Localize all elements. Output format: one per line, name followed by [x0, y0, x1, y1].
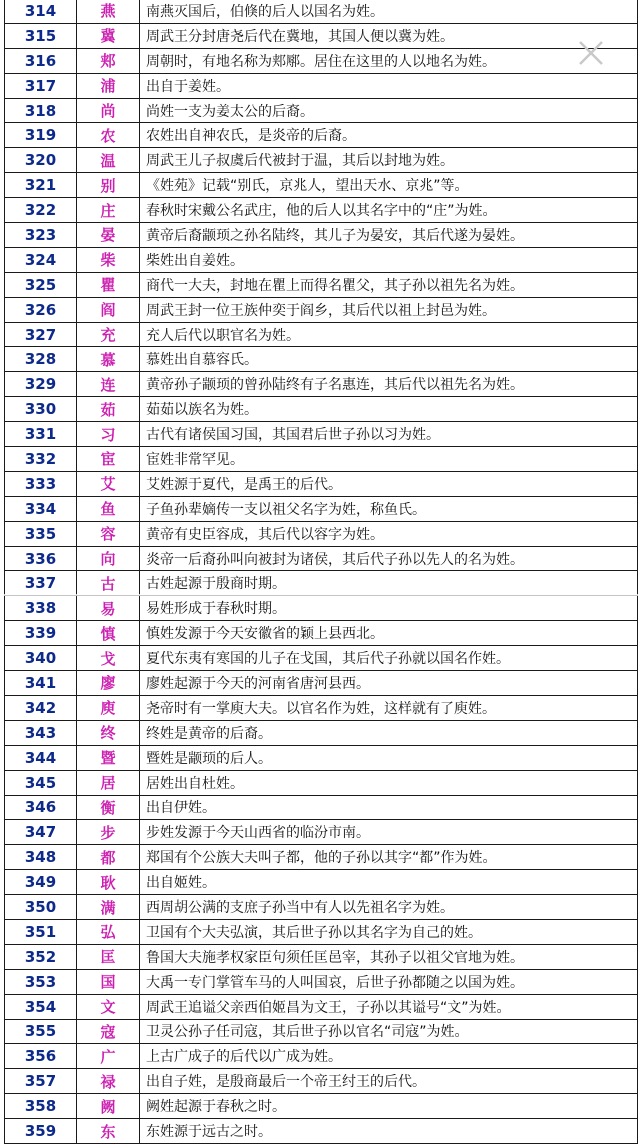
table-row [5, 845, 638, 870]
surname-number: 323 [5, 223, 77, 248]
surname-origin: 古代有诸侯国习国，其国君后世子孙以习为姓。 [140, 422, 638, 447]
table-row [5, 447, 638, 472]
table-row [5, 347, 638, 372]
table-row [5, 1019, 638, 1044]
surname-character: 易 [77, 596, 140, 621]
table-row [5, 422, 638, 447]
table-row [5, 671, 638, 696]
table-row [5, 123, 638, 148]
surname-number: 333 [5, 471, 77, 496]
surname-character: 步 [77, 820, 140, 845]
surname-origin: 郑国有个公族大夫叫子都，他的子孙以其字“都”作为姓。 [140, 845, 638, 870]
table-row [5, 745, 638, 770]
table-row [5, 571, 638, 596]
surname-origin: 《姓苑》记载“别氏，京兆人，望出天水、京兆”等。 [140, 173, 638, 198]
table-row [5, 173, 638, 198]
surname-number: 318 [5, 98, 77, 123]
table-row [5, 596, 638, 621]
surname-number: 341 [5, 671, 77, 696]
table-row [5, 272, 638, 297]
table-row [5, 198, 638, 223]
surname-character: 向 [77, 546, 140, 571]
table-row [5, 148, 638, 173]
table-body [5, 0, 638, 1143]
surname-character: 阙 [77, 1094, 140, 1119]
surname-character: 国 [77, 969, 140, 994]
surname-character: 充 [77, 322, 140, 347]
surname-character: 阎 [77, 297, 140, 322]
table-row [5, 98, 638, 123]
table-row [5, 73, 638, 98]
surname-character: 习 [77, 422, 140, 447]
surname-character: 晏 [77, 223, 140, 248]
surname-character: 鱼 [77, 496, 140, 521]
surname-number: 315 [5, 23, 77, 48]
surname-number: 317 [5, 73, 77, 98]
surname-character: 禄 [77, 1069, 140, 1094]
surname-origin: 出自姬姓。 [140, 870, 638, 895]
table-row [5, 471, 638, 496]
surname-origin: 黄帝后裔颛顼之孙名陆终，其儿子为晏安，其后代遂为晏姓。 [140, 223, 638, 248]
surname-origin: 出自伊姓。 [140, 795, 638, 820]
table-row [5, 48, 638, 73]
surname-character: 庄 [77, 198, 140, 223]
table-row [5, 223, 638, 248]
surname-character: 连 [77, 372, 140, 397]
surname-origin: 西周胡公满的支庶子孙当中有人以先祖名字为姓。 [140, 895, 638, 920]
surname-origin: 慕姓出自慕容氏。 [140, 347, 638, 372]
surname-origin: 上古广成子的后代以广成为姓。 [140, 1044, 638, 1069]
surname-number: 352 [5, 944, 77, 969]
surname-character: 慕 [77, 347, 140, 372]
surname-origin: 商代一大夫，封地在瞿上而得名瞿父，其子孙以祖先名为姓。 [140, 272, 638, 297]
surname-number: 340 [5, 646, 77, 671]
surname-origin: 周朝时，有地名称为郏鄏。居住在这里的人以地名为姓。 [140, 48, 638, 73]
table-row [5, 770, 638, 795]
table-row [5, 795, 638, 820]
table-row [5, 521, 638, 546]
surname-origin: 尧帝时有一掌庾大夫。以官名作为姓，这样就有了庾姓。 [140, 695, 638, 720]
surname-origin: 周武王儿子叔虞后代被封于温，其后以封地为姓。 [140, 148, 638, 173]
surname-character: 农 [77, 123, 140, 148]
table-row [5, 1044, 638, 1069]
surname-character: 燕 [77, 0, 140, 23]
surname-number: 343 [5, 720, 77, 745]
surname-origin: 周武王分封唐尧后代在冀地，其国人便以冀为姓。 [140, 23, 638, 48]
surname-character: 寇 [77, 1019, 140, 1044]
surname-character: 耿 [77, 870, 140, 895]
surname-number: 331 [5, 422, 77, 447]
surname-number: 356 [5, 1044, 77, 1069]
close-icon [574, 36, 608, 70]
table-row [5, 944, 638, 969]
surname-number: 316 [5, 48, 77, 73]
surname-origin: 卫灵公孙子任司寇，其后世子孙以官名“司寇”为姓。 [140, 1019, 638, 1044]
surname-character: 温 [77, 148, 140, 173]
table-row [5, 1094, 638, 1119]
surname-origin: 黄帝有史臣容成，其后代以容字为姓。 [140, 521, 638, 546]
surname-origin: 宦姓非常罕见。 [140, 447, 638, 472]
surname-origin: 茹茹以族名为姓。 [140, 397, 638, 422]
surname-origin: 子鱼孙辈嫡传一支以祖父名字为姓，称鱼氏。 [140, 496, 638, 521]
surname-character: 古 [77, 571, 140, 596]
surname-origin: 艾姓源于夏代，是禹王的后代。 [140, 471, 638, 496]
surname-origin: 古姓起源于殷商时期。 [140, 571, 638, 596]
image-seam [0, 594, 640, 596]
surname-character: 广 [77, 1044, 140, 1069]
surname-character: 庾 [77, 695, 140, 720]
surname-character: 瞿 [77, 272, 140, 297]
table-row [5, 0, 638, 23]
surname-number: 314 [5, 0, 77, 23]
table-row [5, 646, 638, 671]
surname-origin: 居姓出自杜姓。 [140, 770, 638, 795]
surname-number: 344 [5, 745, 77, 770]
surname-origin: 周武王封一位王族仲奕于阎乡，其后代以祖上封邑为姓。 [140, 297, 638, 322]
surname-number: 334 [5, 496, 77, 521]
surname-number: 321 [5, 173, 77, 198]
surname-character: 居 [77, 770, 140, 795]
surname-number: 348 [5, 845, 77, 870]
surname-origin: 南燕灭国后，伯倏的后人以国名为姓。 [140, 0, 638, 23]
surname-character: 尚 [77, 98, 140, 123]
surname-character: 衡 [77, 795, 140, 820]
table-row [5, 23, 638, 48]
surname-origin: 步姓发源于今天山西省的临汾市南。 [140, 820, 638, 845]
table-row [5, 322, 638, 347]
table-row [5, 297, 638, 322]
surname-character: 廖 [77, 671, 140, 696]
surname-origin: 大禹一专门掌管车马的人叫国哀，后世子孙都随之以国为姓。 [140, 969, 638, 994]
surname-character: 都 [77, 845, 140, 870]
surname-origin: 东姓源于远古之时。 [140, 1119, 638, 1144]
surname-character: 匡 [77, 944, 140, 969]
surname-character: 文 [77, 994, 140, 1019]
surname-number: 337 [5, 571, 77, 596]
table-row [5, 969, 638, 994]
surname-number: 326 [5, 297, 77, 322]
surname-origin: 易姓形成于春秋时期。 [140, 596, 638, 621]
surname-character: 宦 [77, 447, 140, 472]
table-row [5, 397, 638, 422]
table-row [5, 372, 638, 397]
surname-origin: 出自于姜姓。 [140, 73, 638, 98]
surname-origin: 暨姓是颛顼的后人。 [140, 745, 638, 770]
surname-origin: 廖姓起源于今天的河南省唐河县西。 [140, 671, 638, 696]
surname-origin: 春秋时宋戴公名武庄，他的后人以其名字中的“庄”为姓。 [140, 198, 638, 223]
table-row [5, 919, 638, 944]
surname-character: 郏 [77, 48, 140, 73]
surname-number: 329 [5, 372, 77, 397]
surname-number: 324 [5, 247, 77, 272]
surname-origin: 柴姓出自姜姓。 [140, 247, 638, 272]
surname-number: 359 [5, 1119, 77, 1144]
surname-number: 322 [5, 198, 77, 223]
table-row [5, 895, 638, 920]
surname-number: 345 [5, 770, 77, 795]
surname-character: 柴 [77, 247, 140, 272]
surname-number: 349 [5, 870, 77, 895]
surname-character: 东 [77, 1119, 140, 1144]
surname-number: 342 [5, 695, 77, 720]
table-row [5, 1069, 638, 1094]
surname-character: 满 [77, 895, 140, 920]
surname-number: 336 [5, 546, 77, 571]
surname-number: 358 [5, 1094, 77, 1119]
table-row [5, 546, 638, 571]
surname-origin: 尚姓一支为姜太公的后裔。 [140, 98, 638, 123]
surname-number: 330 [5, 397, 77, 422]
surname-character: 弘 [77, 919, 140, 944]
surname-number: 325 [5, 272, 77, 297]
surname-number: 335 [5, 521, 77, 546]
surname-character: 艾 [77, 471, 140, 496]
surname-number: 350 [5, 895, 77, 920]
surname-character: 慎 [77, 621, 140, 646]
surname-origin: 农姓出自神农氏，是炎帝的后裔。 [140, 123, 638, 148]
surname-character: 别 [77, 173, 140, 198]
surname-number: 357 [5, 1069, 77, 1094]
close-button[interactable] [574, 36, 608, 70]
surname-character: 容 [77, 521, 140, 546]
surname-character: 茹 [77, 397, 140, 422]
surname-table [4, 0, 638, 1144]
surname-number: 328 [5, 347, 77, 372]
surname-origin: 鲁国大夫施孝权家臣句须任匡邑宰，其孙子以祖父官地为姓。 [140, 944, 638, 969]
table-row [5, 720, 638, 745]
surname-number: 320 [5, 148, 77, 173]
table-row [5, 994, 638, 1019]
table-row [5, 870, 638, 895]
surname-number: 353 [5, 969, 77, 994]
surname-origin: 卫国有个大夫弘演，其后世子孙以其名字为自己的姓。 [140, 919, 638, 944]
surname-origin: 阙姓起源于春秋之时。 [140, 1094, 638, 1119]
surname-character: 终 [77, 720, 140, 745]
surname-origin: 慎姓发源于今天安徽省的颖上县西北。 [140, 621, 638, 646]
surname-number: 355 [5, 1019, 77, 1044]
surname-origin: 黄帝孙子颛顼的曾孙陆终有子名惠连，其后代以祖先名为姓。 [140, 372, 638, 397]
table-row [5, 247, 638, 272]
surname-character: 浦 [77, 73, 140, 98]
surname-number: 338 [5, 596, 77, 621]
surname-number: 347 [5, 820, 77, 845]
surname-number: 354 [5, 994, 77, 1019]
table-row [5, 621, 638, 646]
table-row [5, 1119, 638, 1144]
surname-number: 339 [5, 621, 77, 646]
surname-number: 332 [5, 447, 77, 472]
table-row [5, 820, 638, 845]
surname-number: 319 [5, 123, 77, 148]
surname-number: 351 [5, 919, 77, 944]
surname-origin: 炎帝一后裔孙叫向被封为诸侯，其后代子孙以先人的名为姓。 [140, 546, 638, 571]
surname-origin: 出自子姓，是殷商最后一个帝王纣王的后代。 [140, 1069, 638, 1094]
table-row [5, 496, 638, 521]
surname-origin: 夏代东夷有寒国的儿子在戈国，其后代子孙就以国名作姓。 [140, 646, 638, 671]
surname-origin: 终姓是黄帝的后裔。 [140, 720, 638, 745]
surname-character: 冀 [77, 23, 140, 48]
surname-number: 346 [5, 795, 77, 820]
table-row [5, 695, 638, 720]
surname-character: 戈 [77, 646, 140, 671]
surname-character: 暨 [77, 745, 140, 770]
surname-origin: 周武王追谥父亲西伯姬昌为文王，子孙以其谥号“文”为姓。 [140, 994, 638, 1019]
surname-origin: 充人后代以职官名为姓。 [140, 322, 638, 347]
surname-number: 327 [5, 322, 77, 347]
